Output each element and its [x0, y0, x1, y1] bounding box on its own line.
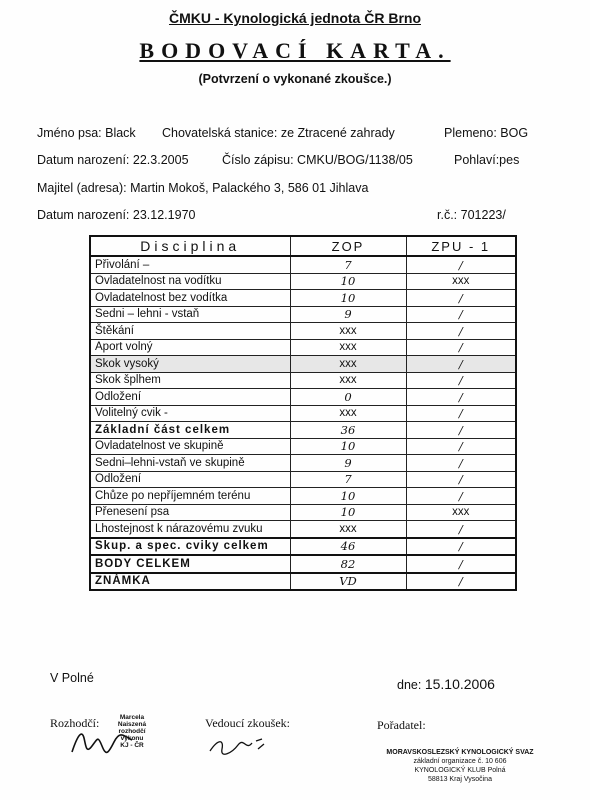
- owner-dob-value: 23.12.1970: [132, 208, 196, 222]
- table-row: [90, 405, 516, 422]
- table-row: [90, 422, 516, 439]
- zop-score-cell: VD: [290, 573, 406, 591]
- dog-name-label: Jméno psa:: [37, 126, 102, 140]
- zpu-score-cell: /: [406, 422, 516, 439]
- judge-label: Rozhodčí:: [50, 716, 100, 730]
- discipline-cell: Přivolání –: [90, 256, 290, 273]
- table-row: [90, 538, 516, 556]
- table-row: [90, 521, 516, 538]
- column-header-zpu: ZPU - 1: [406, 236, 516, 256]
- kennel-value: ze Ztracené zahrady: [280, 126, 395, 140]
- zop-score-cell: xxx: [290, 323, 406, 340]
- judge-stamp-line: rozhodčí výkonu: [118, 728, 146, 742]
- zop-score-cell: xxx: [290, 339, 406, 356]
- sex-field: [454, 153, 519, 167]
- organizer-stamp-line: 58813 Kraj Vysočina: [428, 776, 492, 783]
- zop-score-cell: 0: [290, 389, 406, 406]
- registration-label: Číslo zápisu:: [222, 153, 294, 167]
- breed-label: Plemeno:: [444, 126, 497, 140]
- zop-score-cell: xxx: [290, 405, 406, 422]
- zpu-score-cell: /: [406, 323, 516, 340]
- zop-score-cell: 82: [290, 555, 406, 573]
- discipline-cell: Ovladatelnost ve skupině: [90, 438, 290, 455]
- discipline-cell: Volitelný cvik -: [90, 405, 290, 422]
- dog-dob-field: [37, 153, 189, 167]
- zpu-score-cell: /: [406, 306, 516, 323]
- table-row: [90, 504, 516, 521]
- dog-dob-value: 22.3.2005: [132, 153, 189, 167]
- dog-name-field: [37, 126, 136, 140]
- zpu-score-cell: /: [406, 372, 516, 389]
- table-row: [90, 323, 516, 340]
- zpu-score-cell: /: [406, 256, 516, 273]
- document-title: BODOVACÍ KARTA.: [139, 38, 451, 63]
- zop-score-cell: 10: [290, 488, 406, 505]
- zpu-score-cell: /: [406, 455, 516, 472]
- discipline-cell: Štěkání: [90, 323, 290, 340]
- judge-signature: [68, 728, 138, 756]
- organization-title: ČMKU - Kynologická jednota ČR Brno: [168, 10, 421, 26]
- discipline-cell: Skup. a spec. cviky celkem: [90, 538, 290, 556]
- document-subtitle: (Potvrzení o vykonané zkoušce.): [198, 72, 392, 86]
- zpu-score-cell: /: [406, 339, 516, 356]
- zpu-score-cell: /: [406, 488, 516, 505]
- discipline-cell: Aport volný: [90, 339, 290, 356]
- table-row: [90, 339, 516, 356]
- organizer-stamp: [370, 748, 550, 784]
- discipline-cell: Skok šplhem: [90, 372, 290, 389]
- birth-number-value: 701223/: [460, 208, 506, 222]
- organizer-stamp-line: KYNOLOGICKÝ KLUB Polná: [414, 767, 506, 774]
- owner-value: Martin Mokoš, Palackého 3, 586 01 Jihlava: [130, 181, 369, 195]
- zop-score-cell: 7: [290, 256, 406, 273]
- zpu-score-cell: /: [406, 555, 516, 573]
- organizer-label: Pořadatel:: [377, 718, 426, 732]
- zop-score-cell: 10: [290, 504, 406, 521]
- organizer-stamp-line: základní organizace č. 10 606: [413, 758, 507, 765]
- zop-score-cell: 10: [290, 290, 406, 307]
- organizer-stamp-line: MORAVSKOSLEZSKÝ KYNOLOGICKÝ SVAZ: [386, 749, 534, 756]
- score-table-body: [90, 256, 516, 590]
- leader-label: Vedoucí zkoušek:: [205, 716, 290, 730]
- breed-value: BOG: [500, 126, 529, 140]
- birth-number-label: r.č.:: [437, 208, 458, 222]
- zop-score-cell: 9: [290, 306, 406, 323]
- discipline-cell: Sedni – lehni - vstaň: [90, 306, 290, 323]
- table-row: [90, 306, 516, 323]
- registration-value: CMKU/BOG/1138/05: [297, 153, 413, 167]
- table-row: [90, 356, 516, 373]
- table-header-row: [90, 236, 516, 256]
- sex-value: pes: [499, 153, 520, 167]
- table-row: [90, 389, 516, 406]
- column-header-discipline: Disciplina: [90, 236, 290, 256]
- table-row: [90, 471, 516, 488]
- table-row: [90, 256, 516, 273]
- zpu-score-cell: /: [406, 389, 516, 406]
- column-header-zop: ZOP: [290, 236, 406, 256]
- zpu-score-cell: /: [406, 438, 516, 455]
- discipline-cell: Odložení: [90, 389, 290, 406]
- zpu-score-cell: /: [406, 471, 516, 488]
- zop-score-cell: 10: [290, 438, 406, 455]
- zpu-score-cell: xxx: [406, 504, 516, 521]
- zop-score-cell: 9: [290, 455, 406, 472]
- owner-field: [37, 181, 368, 195]
- table-row: [90, 438, 516, 455]
- owner-dob-label: Datum narození:: [37, 208, 130, 222]
- zop-score-cell: xxx: [290, 356, 406, 373]
- zpu-score-cell: /: [406, 573, 516, 591]
- discipline-cell: Ovladatelnost bez vodítka: [90, 290, 290, 307]
- discipline-cell: Přenesení psa: [90, 504, 290, 521]
- sex-label: Pohlaví:: [454, 153, 500, 167]
- discipline-cell: Chůze po nepříjemném terénu: [90, 488, 290, 505]
- kennel-label: Chovatelská stanice:: [162, 126, 278, 140]
- dog-name-value: Black: [105, 126, 136, 140]
- discipline-cell: BODY CELKEM: [90, 555, 290, 573]
- dog-dob-label: Datum narození:: [37, 153, 130, 167]
- exam-date-label: dne:: [397, 678, 422, 692]
- discipline-cell: Odložení: [90, 471, 290, 488]
- table-row: [90, 488, 516, 505]
- exam-date: [397, 676, 495, 692]
- discipline-cell: Základní část celkem: [90, 422, 290, 439]
- breed-field: [444, 126, 528, 140]
- zpu-score-cell: /: [406, 521, 516, 538]
- table-row: [90, 573, 516, 591]
- registration-field: [222, 153, 413, 167]
- discipline-cell: Sedni–lehni-vstaň ve skupině: [90, 455, 290, 472]
- birth-number-field: [437, 208, 506, 222]
- table-row: [90, 555, 516, 573]
- exam-place: V Polné: [50, 671, 94, 685]
- table-row: [90, 290, 516, 307]
- table-row: [90, 455, 516, 472]
- zop-score-cell: 10: [290, 273, 406, 290]
- score-table: [89, 235, 517, 591]
- leader-signature: [206, 735, 268, 757]
- discipline-cell: Skok vysoký: [90, 356, 290, 373]
- owner-dob-field: [37, 208, 195, 222]
- zop-score-cell: 7: [290, 471, 406, 488]
- kennel-field: [162, 126, 395, 140]
- zpu-score-cell: /: [406, 405, 516, 422]
- judge-stamp-line: KJ - ČR: [120, 742, 144, 749]
- zop-score-cell: 46: [290, 538, 406, 556]
- zpu-score-cell: xxx: [406, 273, 516, 290]
- table-row: [90, 273, 516, 290]
- zpu-score-cell: /: [406, 356, 516, 373]
- zop-score-cell: 36: [290, 422, 406, 439]
- judge-stamp-line: Marcela Naiszená: [117, 714, 147, 728]
- zpu-score-cell: /: [406, 538, 516, 556]
- discipline-cell: Lhostejnost k nárazovému zvuku: [90, 521, 290, 538]
- zpu-score-cell: /: [406, 290, 516, 307]
- zop-score-cell: xxx: [290, 521, 406, 538]
- zop-score-cell: xxx: [290, 372, 406, 389]
- discipline-cell: ZNÁMKA: [90, 573, 290, 591]
- table-row: [90, 372, 516, 389]
- discipline-cell: Ovladatelnost na vodítku: [90, 273, 290, 290]
- exam-date-value: 15.10.2006: [424, 676, 495, 692]
- owner-label: Majitel (adresa):: [37, 181, 127, 195]
